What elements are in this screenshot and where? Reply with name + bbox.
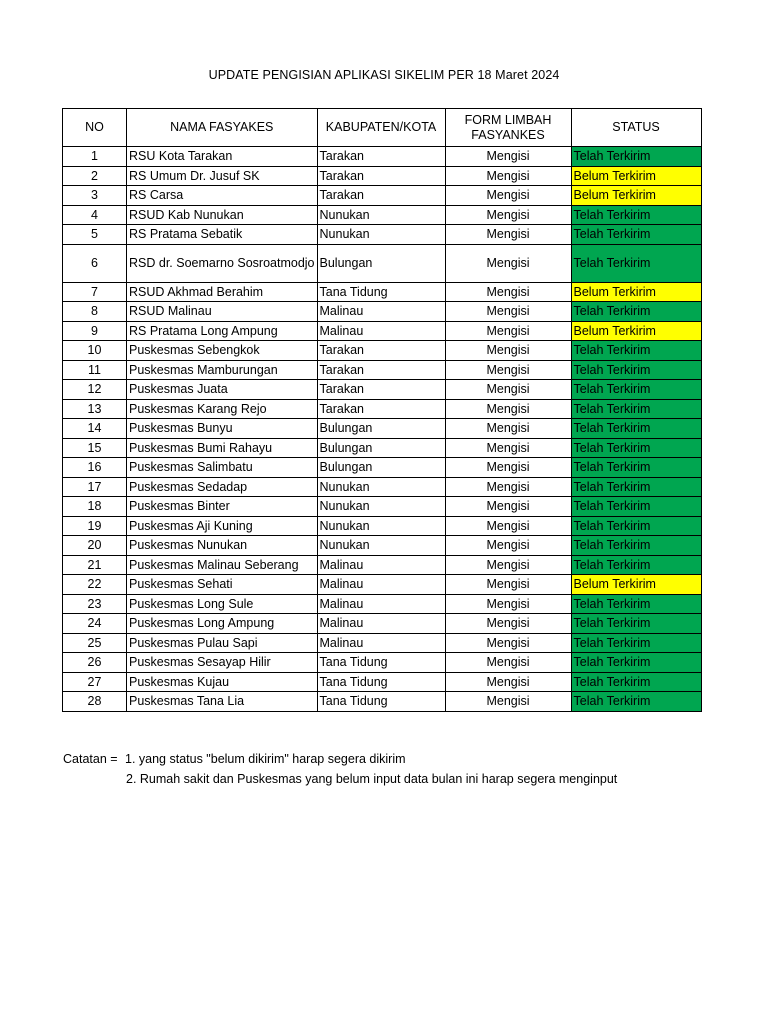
header-status: STATUS <box>571 109 701 147</box>
status-cell: Telah Terkirim <box>571 594 701 614</box>
kabupaten-kota: Malinau <box>317 594 445 614</box>
fasyankes-name: Puskesmas Juata <box>127 380 318 400</box>
fasyankes-name: Puskesmas Long Ampung <box>127 614 318 634</box>
table-row <box>63 458 702 478</box>
fasyankes-name: RSU Kota Tarakan <box>127 147 318 167</box>
table-row <box>63 186 702 206</box>
kabupaten-kota: Tarakan <box>317 360 445 380</box>
kabupaten-kota: Nunukan <box>317 205 445 225</box>
table-row <box>63 633 702 653</box>
form-limbah-status: Mengisi <box>445 516 571 536</box>
status-cell: Belum Terkirim <box>571 166 701 186</box>
kabupaten-kota: Bulungan <box>317 244 445 282</box>
form-limbah-status: Mengisi <box>445 575 571 595</box>
fasyankes-name: Puskesmas Sedadap <box>127 477 318 497</box>
fasyankes-name: Puskesmas Binter <box>127 497 318 517</box>
fasyankes-name: Puskesmas Bunyu <box>127 419 318 439</box>
status-cell: Telah Terkirim <box>571 380 701 400</box>
status-cell: Telah Terkirim <box>571 497 701 517</box>
status-cell: Telah Terkirim <box>571 458 701 478</box>
form-limbah-status: Mengisi <box>445 282 571 302</box>
fasyankes-name: Puskesmas Sebengkok <box>127 341 318 361</box>
kabupaten-kota: Tarakan <box>317 399 445 419</box>
fasyankes-table <box>62 108 702 712</box>
kabupaten-kota: Malinau <box>317 633 445 653</box>
table-row <box>63 321 702 341</box>
status-cell: Telah Terkirim <box>571 225 701 245</box>
row-number: 3 <box>63 186 127 206</box>
fasyankes-name: Puskesmas Salimbatu <box>127 458 318 478</box>
table-row <box>63 419 702 439</box>
table-row <box>63 166 702 186</box>
table-row <box>63 575 702 595</box>
form-limbah-status: Mengisi <box>445 341 571 361</box>
fasyankes-name: Puskesmas Sesayap Hilir <box>127 653 318 673</box>
row-number: 20 <box>63 536 127 556</box>
table-row <box>63 360 702 380</box>
form-limbah-status: Mengisi <box>445 321 571 341</box>
status-cell: Telah Terkirim <box>571 244 701 282</box>
form-limbah-status: Mengisi <box>445 477 571 497</box>
table-row <box>63 516 702 536</box>
form-limbah-status: Mengisi <box>445 497 571 517</box>
kabupaten-kota: Tarakan <box>317 380 445 400</box>
form-limbah-status: Mengisi <box>445 594 571 614</box>
row-number: 10 <box>63 341 127 361</box>
status-cell: Telah Terkirim <box>571 399 701 419</box>
table-row <box>63 555 702 575</box>
table-row <box>63 672 702 692</box>
notes-section <box>63 749 617 789</box>
kabupaten-kota: Tana Tidung <box>317 672 445 692</box>
fasyankes-name: RSUD Akhmad Berahim <box>127 282 318 302</box>
note-item-1: 1. yang status "belum dikirim" harap segera dikirim <box>125 752 406 766</box>
fasyankes-name: RSUD Malinau <box>127 302 318 322</box>
table-row <box>63 244 702 282</box>
form-limbah-status: Mengisi <box>445 166 571 186</box>
fasyankes-name: Puskesmas Sehati <box>127 575 318 595</box>
status-cell: Telah Terkirim <box>571 555 701 575</box>
table-row <box>63 653 702 673</box>
table-row <box>63 497 702 517</box>
kabupaten-kota: Tarakan <box>317 147 445 167</box>
fasyankes-name: Puskesmas Long Sule <box>127 594 318 614</box>
header-form-line1: FORM LIMBAH <box>464 112 552 127</box>
form-limbah-status: Mengisi <box>445 438 571 458</box>
fasyankes-name: RSD dr. Soemarno Sosroatmodjo <box>127 244 318 282</box>
note-row-1 <box>63 749 617 769</box>
status-cell: Belum Terkirim <box>571 575 701 595</box>
row-number: 7 <box>63 282 127 302</box>
note-indent <box>63 769 126 789</box>
fasyankes-name: Puskesmas Mamburungan <box>127 360 318 380</box>
status-cell: Telah Terkirim <box>571 692 701 712</box>
row-number: 8 <box>63 302 127 322</box>
note-row-2 <box>63 769 617 789</box>
row-number: 26 <box>63 653 127 673</box>
form-limbah-status: Mengisi <box>445 692 571 712</box>
fasyankes-name: Puskesmas Karang Rejo <box>127 399 318 419</box>
kabupaten-kota: Tarakan <box>317 186 445 206</box>
header-form-limbah <box>445 109 571 147</box>
kabupaten-kota: Malinau <box>317 302 445 322</box>
row-number: 18 <box>63 497 127 517</box>
note-item-2: 2. Rumah sakit dan Puskesmas yang belum input data bulan ini harap segera menginput <box>126 772 618 786</box>
kabupaten-kota: Tana Tidung <box>317 653 445 673</box>
status-cell: Belum Terkirim <box>571 282 701 302</box>
kabupaten-kota: Malinau <box>317 555 445 575</box>
row-number: 24 <box>63 614 127 634</box>
kabupaten-kota: Tarakan <box>317 341 445 361</box>
notes-label: Catatan = <box>63 752 118 766</box>
form-limbah-status: Mengisi <box>445 380 571 400</box>
fasyankes-name: Puskesmas Malinau Seberang <box>127 555 318 575</box>
status-cell: Telah Terkirim <box>571 419 701 439</box>
row-number: 23 <box>63 594 127 614</box>
form-limbah-status: Mengisi <box>445 186 571 206</box>
form-limbah-status: Mengisi <box>445 302 571 322</box>
fasyankes-name: RS Pratama Sebatik <box>127 225 318 245</box>
page-title: UPDATE PENGISIAN APLIKASI SIKELIM PER 18 Maret 2024 <box>208 68 560 82</box>
status-cell: Telah Terkirim <box>571 147 701 167</box>
status-cell: Belum Terkirim <box>571 321 701 341</box>
form-limbah-status: Mengisi <box>445 244 571 282</box>
form-limbah-status: Mengisi <box>445 672 571 692</box>
fasyankes-name: Puskesmas Bumi Rahayu <box>127 438 318 458</box>
header-name: NAMA FASYAKES <box>127 109 318 147</box>
fasyankes-name: RSUD Kab Nunukan <box>127 205 318 225</box>
table-body <box>63 147 702 712</box>
fasyankes-name: Puskesmas Aji Kuning <box>127 516 318 536</box>
kabupaten-kota: Bulungan <box>317 458 445 478</box>
form-limbah-status: Mengisi <box>445 419 571 439</box>
form-limbah-status: Mengisi <box>445 633 571 653</box>
fasyankes-name: Puskesmas Kujau <box>127 672 318 692</box>
row-number: 28 <box>63 692 127 712</box>
table-row <box>63 536 702 556</box>
row-number: 19 <box>63 516 127 536</box>
kabupaten-kota: Bulungan <box>317 438 445 458</box>
form-limbah-status: Mengisi <box>445 555 571 575</box>
status-cell: Telah Terkirim <box>571 672 701 692</box>
status-cell: Telah Terkirim <box>571 633 701 653</box>
table-row <box>63 225 702 245</box>
row-number: 6 <box>63 244 127 282</box>
table-row <box>63 477 702 497</box>
table-row <box>63 147 702 167</box>
form-limbah-status: Mengisi <box>445 225 571 245</box>
status-cell: Belum Terkirim <box>571 186 701 206</box>
row-number: 22 <box>63 575 127 595</box>
row-number: 9 <box>63 321 127 341</box>
table-row <box>63 341 702 361</box>
form-limbah-status: Mengisi <box>445 458 571 478</box>
table-row <box>63 205 702 225</box>
status-cell: Telah Terkirim <box>571 302 701 322</box>
table-row <box>63 692 702 712</box>
fasyankes-name: Puskesmas Nunukan <box>127 536 318 556</box>
form-limbah-status: Mengisi <box>445 399 571 419</box>
kabupaten-kota: Nunukan <box>317 536 445 556</box>
header-kabupaten: KABUPATEN/KOTA <box>317 109 445 147</box>
fasyankes-name: RS Carsa <box>127 186 318 206</box>
row-number: 15 <box>63 438 127 458</box>
header-no: NO <box>63 109 127 147</box>
fasyankes-name: Puskesmas Tana Lia <box>127 692 318 712</box>
table-row <box>63 282 702 302</box>
table-row <box>63 399 702 419</box>
kabupaten-kota: Nunukan <box>317 225 445 245</box>
row-number: 2 <box>63 166 127 186</box>
form-limbah-status: Mengisi <box>445 653 571 673</box>
row-number: 11 <box>63 360 127 380</box>
form-limbah-status: Mengisi <box>445 147 571 167</box>
row-number: 21 <box>63 555 127 575</box>
kabupaten-kota: Nunukan <box>317 497 445 517</box>
table-row <box>63 594 702 614</box>
row-number: 1 <box>63 147 127 167</box>
status-cell: Telah Terkirim <box>571 360 701 380</box>
header-form-line2: FASYANKES <box>471 127 545 142</box>
row-number: 27 <box>63 672 127 692</box>
status-cell: Telah Terkirim <box>571 516 701 536</box>
table-row <box>63 614 702 634</box>
status-cell: Telah Terkirim <box>571 536 701 556</box>
kabupaten-kota: Tana Tidung <box>317 692 445 712</box>
kabupaten-kota: Nunukan <box>317 516 445 536</box>
row-number: 4 <box>63 205 127 225</box>
kabupaten-kota: Nunukan <box>317 477 445 497</box>
row-number: 13 <box>63 399 127 419</box>
row-number: 12 <box>63 380 127 400</box>
kabupaten-kota: Bulungan <box>317 419 445 439</box>
table-header-row <box>63 109 702 147</box>
form-limbah-status: Mengisi <box>445 360 571 380</box>
table-row <box>63 438 702 458</box>
status-cell: Telah Terkirim <box>571 653 701 673</box>
kabupaten-kota: Malinau <box>317 614 445 634</box>
row-number: 16 <box>63 458 127 478</box>
fasyankes-name: RS Pratama Long Ampung <box>127 321 318 341</box>
kabupaten-kota: Malinau <box>317 321 445 341</box>
kabupaten-kota: Tana Tidung <box>317 282 445 302</box>
table-row <box>63 380 702 400</box>
status-cell: Telah Terkirim <box>571 477 701 497</box>
form-limbah-status: Mengisi <box>445 536 571 556</box>
row-number: 14 <box>63 419 127 439</box>
fasyankes-name: Puskesmas Pulau Sapi <box>127 633 318 653</box>
row-number: 17 <box>63 477 127 497</box>
fasyankes-name: RS Umum Dr. Jusuf SK <box>127 166 318 186</box>
kabupaten-kota: Malinau <box>317 575 445 595</box>
table-row <box>63 302 702 322</box>
status-cell: Telah Terkirim <box>571 341 701 361</box>
status-cell: Telah Terkirim <box>571 438 701 458</box>
kabupaten-kota: Tarakan <box>317 166 445 186</box>
row-number: 5 <box>63 225 127 245</box>
status-cell: Telah Terkirim <box>571 614 701 634</box>
status-cell: Telah Terkirim <box>571 205 701 225</box>
form-limbah-status: Mengisi <box>445 205 571 225</box>
form-limbah-status: Mengisi <box>445 614 571 634</box>
row-number: 25 <box>63 633 127 653</box>
